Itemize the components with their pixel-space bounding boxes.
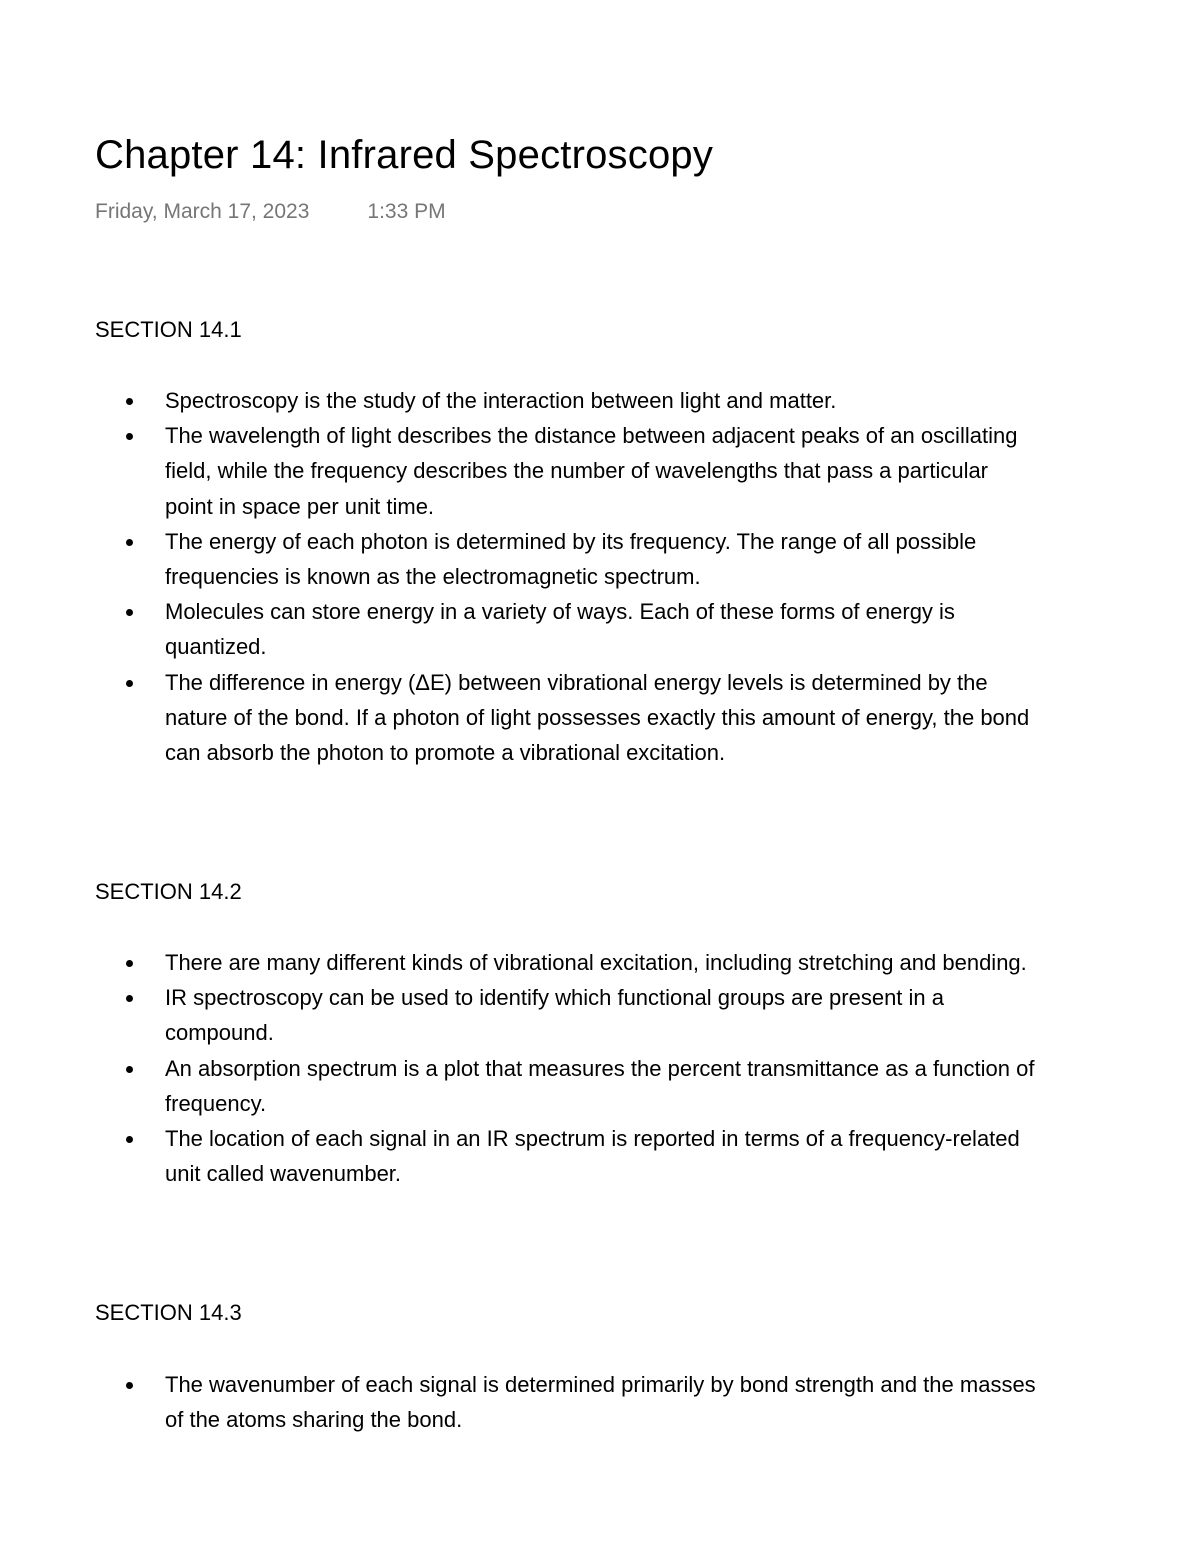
list-item: An absorption spectrum is a plot that measures the percent transmittance as a function of frequency. [165,1051,1200,1121]
list-item: The energy of each photon is determined by its frequency. The range of all possible frequencies is known as the electromagnetic spectrum. [165,524,1200,594]
list-item: IR spectroscopy can be used to identify which functional groups are present in a compound. [165,980,1200,1050]
note-timestamp [95,200,446,224]
section-heading-14-2: SECTION 14.2 [95,879,242,904]
list-item: There are many different kinds of vibrational excitation, including stretching and bending. [165,945,1200,980]
note-date: Friday, March 17, 2023 [95,200,310,223]
section-heading-14-3: SECTION 14.3 [95,1300,242,1325]
section-14-3-list [165,1367,1200,1437]
list-item: Molecules can store energy in a variety of ways. Each of these forms of energy is quantized. [165,594,1200,664]
list-item: The wavelength of light describes the distance between adjacent peaks of an oscillating field, while the frequency describes the number of wavelengths that pass a particular point in space per unit time. [165,418,1200,524]
section-heading-14-1: SECTION 14.1 [95,317,242,342]
page-title: Chapter 14: Infrared Spectroscopy [95,133,714,177]
list-item: The location of each signal in an IR spectrum is reported in terms of a frequency-related unit called wavenumber. [165,1121,1200,1191]
list-item: The difference in energy (ΔE) between vibrational energy levels is determined by the nature of the bond. If a photon of light possesses exactly this amount of energy, the bond can absorb the photon to promote a vibrational excitation. [165,665,1200,771]
note-time: 1:33 PM [367,200,446,223]
list-item: Spectroscopy is the study of the interaction between light and matter. [165,383,1200,418]
section-14-2-list [165,945,1200,1191]
list-item: The wavenumber of each signal is determined primarily by bond strength and the masses of the atoms sharing the bond. [165,1367,1200,1437]
section-14-1-list [165,383,1200,770]
